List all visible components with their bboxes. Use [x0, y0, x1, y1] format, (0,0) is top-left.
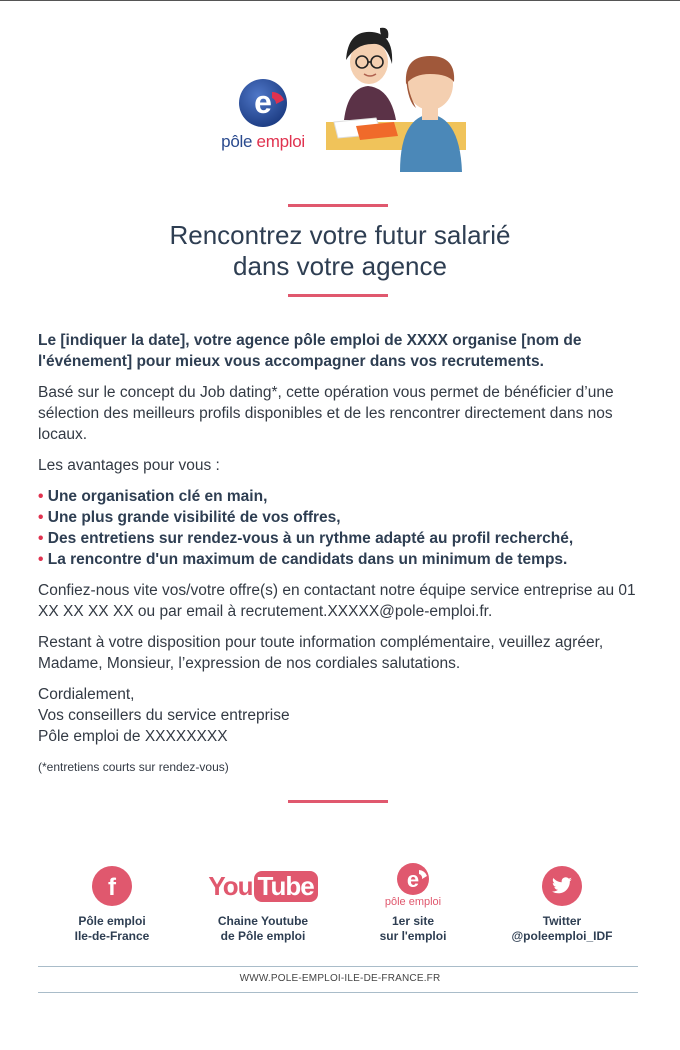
email-header [0, 0, 680, 175]
logo-text: pôle emploi [221, 132, 305, 151]
concept-paragraph: Basé sur le concept du Job dating*, cette opération vous permet de bénéficier d’une sélection des meilleurs profils disponibles et de les rencontrer directement dans nos locaux. [38, 384, 614, 443]
advantages-list [38, 486, 642, 570]
youtube-icon[interactable]: You Tube [193, 866, 333, 906]
pole-emploi-icon[interactable]: e pôle emploi [343, 862, 483, 912]
contact-paragraph: Confiez-nous vite vos/votre offre(s) en contactant notre équipe service entreprise au 01 XX XX XX XX ou par email à recrutement.XXXXX@pole-emploi.fr. [38, 582, 636, 620]
title-line-1: Rencontrez votre futur salarié [169, 220, 511, 250]
pole-emploi-label: 1er site sur l'emploi [379, 914, 447, 943]
closing-paragraph: Restant à votre disposition pour toute information complémentaire, veuillez agréer, Madame, Monsieur, l’expression de nos cordiales salutations. [38, 634, 604, 672]
svg-text:e: e [254, 84, 272, 120]
signature-line-1: Cordialement, [38, 686, 135, 703]
title-line-2: dans votre agence [233, 251, 447, 281]
email-body [38, 330, 642, 785]
youtube-link[interactable] [193, 866, 333, 944]
facebook-label: Pôle emploi Ile-de-France [74, 914, 150, 943]
site-url-link[interactable]: WWW.POLE-EMPLOI-ILE-DE-FRANCE.FR [239, 973, 441, 984]
twitter-label: Twitter @poleemploi_IDF [511, 914, 613, 943]
twitter-link[interactable] [492, 866, 632, 944]
page-title [0, 220, 680, 282]
list-item: • La rencontre d'un maximum de candidats dans un minimum de temps. [38, 551, 568, 568]
youtube-label: Chaine Youtube de Pôle emploi [217, 914, 309, 943]
svg-text:e: e [406, 867, 420, 892]
bullet-icon: • [38, 530, 44, 547]
facebook-icon[interactable] [92, 866, 132, 906]
intro-paragraph: Le [indiquer la date], votre agence pôle emploi de XXXX organise [nom de l'événement] pour mieux vous accompagner dans vos recrutements. [38, 332, 582, 370]
title-divider-top [288, 204, 388, 207]
pole-emploi-logo[interactable] [213, 78, 313, 156]
signature-line-2: Vos conseillers du service entreprise [38, 707, 290, 724]
recruitment-illustration [316, 22, 476, 172]
facebook-link[interactable] [42, 866, 182, 944]
bullet-icon: • [38, 509, 44, 526]
signature-line-3: Pôle emploi de XXXXXXXX [38, 728, 228, 745]
signature [38, 684, 642, 747]
bullet-icon: • [38, 488, 44, 505]
footer-rule-top [38, 966, 638, 967]
list-item: • Des entretiens sur rendez-vous à un rythme adapté au profil recherché, [38, 530, 574, 547]
bullet-icon: • [38, 551, 44, 568]
list-item: • Une organisation clé en main, [38, 488, 268, 505]
twitter-icon[interactable] [542, 866, 582, 906]
pole-emploi-link[interactable] [343, 862, 483, 944]
advantages-intro: Les avantages pour vous : [38, 457, 220, 474]
footer-rule-bottom [38, 992, 638, 993]
title-divider-bottom [288, 294, 388, 297]
svg-text:f: f [108, 874, 116, 898]
pole-emploi-logo-icon [238, 78, 288, 128]
footer-divider [288, 800, 388, 803]
list-item: • Une plus grande visibilité de vos offres, [38, 509, 341, 526]
footnote: (*entretiens courts sur rendez-vous) [38, 760, 229, 774]
